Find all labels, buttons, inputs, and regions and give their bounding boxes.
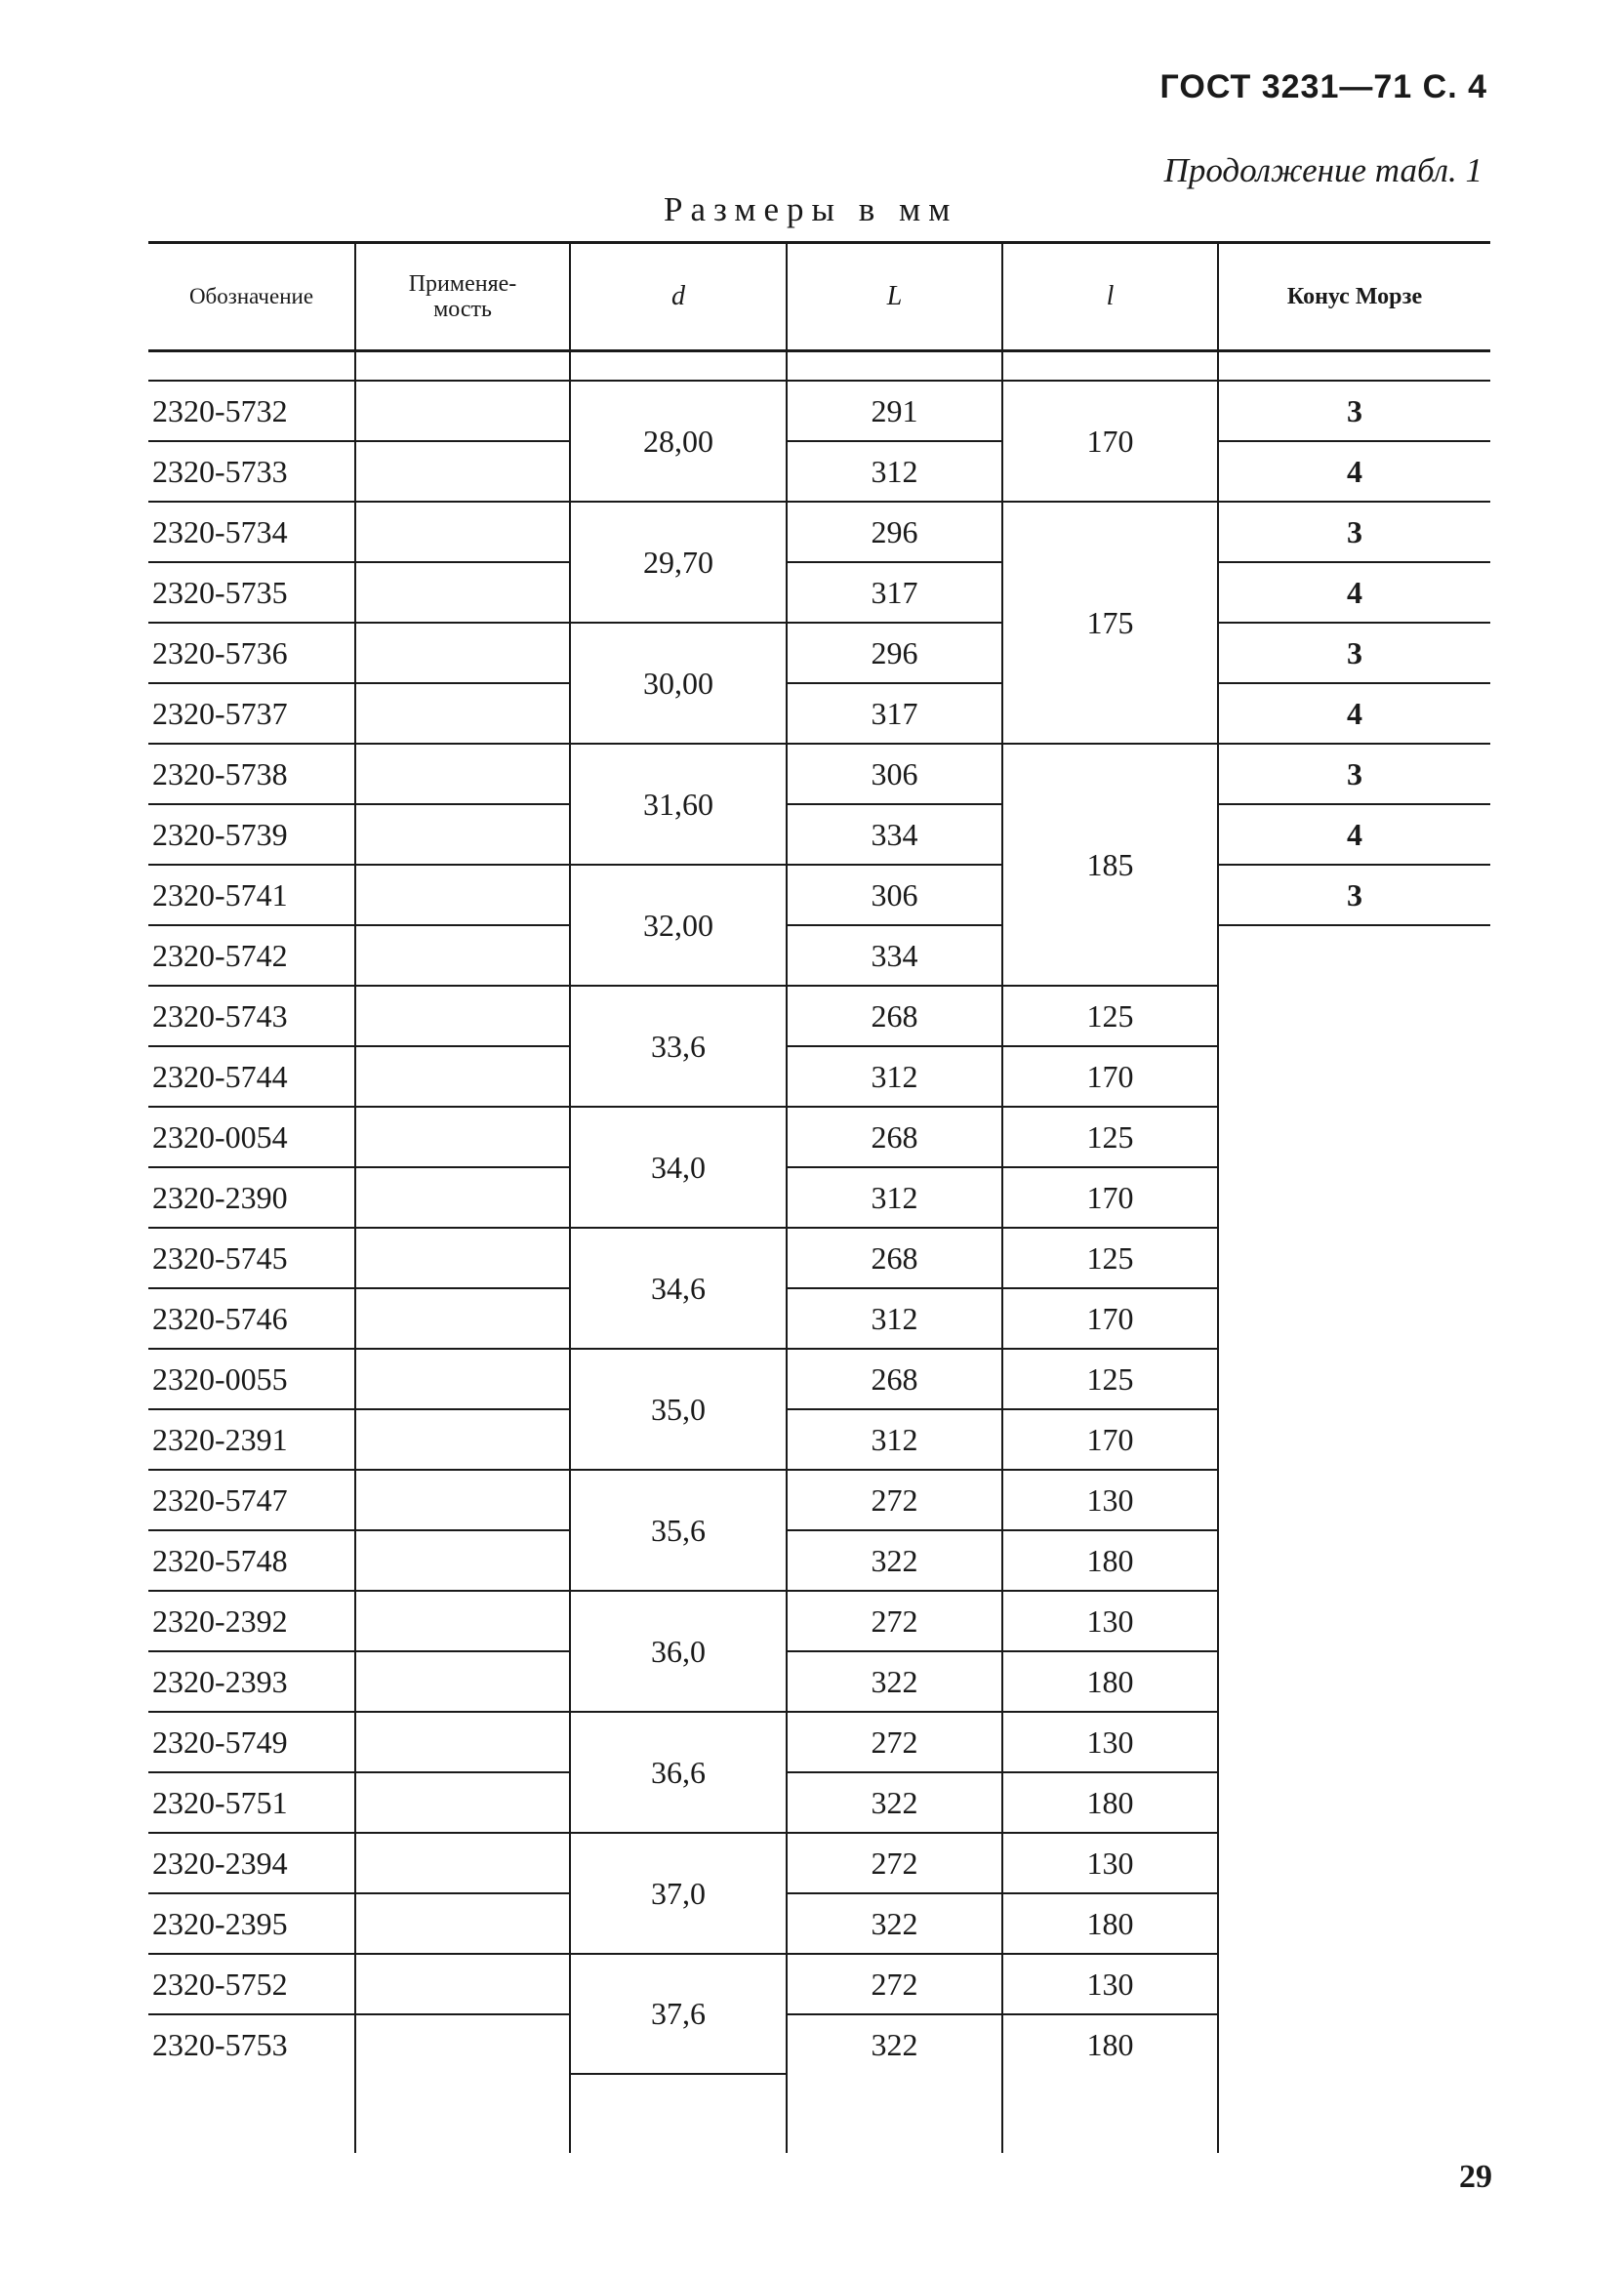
table-row (148, 683, 1490, 744)
cell-designation: 2320-2390 (148, 1167, 355, 1228)
cell-L: 272 (787, 1470, 1002, 1530)
cell-designation: 2320-2391 (148, 1409, 355, 1470)
table-row (148, 1530, 1490, 1591)
cell-l: 130 (1002, 1833, 1218, 1893)
cell-applicability (355, 1288, 570, 1349)
cell-designation: 2320-2395 (148, 1893, 355, 1954)
cell-designation: 2320-5744 (148, 1046, 355, 1107)
table-row (148, 1409, 1490, 1470)
table-row (148, 1833, 1490, 1893)
cell-applicability (355, 744, 570, 804)
cell-L: 268 (787, 1349, 1002, 1409)
cell-designation: 2320-5736 (148, 623, 355, 683)
cell-designation: 2320-5747 (148, 1470, 355, 1530)
cell-applicability (355, 623, 570, 683)
table-row (148, 623, 1490, 683)
table-tail-row (148, 2074, 1490, 2153)
cell-designation: 2320-5733 (148, 441, 355, 502)
cell-applicability (355, 1954, 570, 2014)
cell-l: 170 (1002, 1409, 1218, 1470)
cell-l: 170 (1002, 1046, 1218, 1107)
cell-L: 312 (787, 1167, 1002, 1228)
cell-applicability (355, 1228, 570, 1288)
cell-d: 30,00 (570, 623, 787, 744)
table-row (148, 804, 1490, 865)
cell-d: 37,6 (570, 1954, 787, 2074)
cell-d: 32,00 (570, 865, 787, 986)
cell-morse-taper (1218, 1772, 1490, 1833)
cell-L: 306 (787, 744, 1002, 804)
cell-designation: 2320-5738 (148, 744, 355, 804)
header-designation: Обозначение (148, 243, 355, 351)
cell-L: 268 (787, 986, 1002, 1046)
cell-L: 322 (787, 1530, 1002, 1591)
table-row (148, 1591, 1490, 1651)
cell-l: 170 (1002, 1167, 1218, 1228)
cell-applicability (355, 1046, 570, 1107)
cell-applicability (355, 1833, 570, 1893)
cell-morse-taper (1218, 986, 1490, 1046)
table-row (148, 1349, 1490, 1409)
table-row (148, 1228, 1490, 1288)
cell-morse-taper: 4 (1218, 804, 1490, 865)
cell-applicability (355, 1651, 570, 1712)
cell-applicability (355, 1167, 570, 1228)
cell-applicability (355, 1712, 570, 1772)
table-row (148, 986, 1490, 1046)
cell-applicability (355, 562, 570, 623)
cell-designation: 2320-5734 (148, 502, 355, 562)
cell-applicability (355, 1530, 570, 1591)
cell-l: 180 (1002, 1651, 1218, 1712)
cell-L: 312 (787, 441, 1002, 502)
cell-applicability (355, 925, 570, 986)
table-row (148, 2014, 1490, 2074)
cell-applicability (355, 1349, 570, 1409)
cell-l: 130 (1002, 1954, 1218, 2014)
cell-designation: 2320-5751 (148, 1772, 355, 1833)
cell-designation: 2320-5749 (148, 1712, 355, 1772)
cell-L: 296 (787, 502, 1002, 562)
table-body (148, 351, 1490, 2154)
cell-morse-taper (1218, 1712, 1490, 1772)
cell-applicability (355, 1591, 570, 1651)
table-row (148, 1651, 1490, 1712)
cell-L: 296 (787, 623, 1002, 683)
cell-applicability (355, 683, 570, 744)
cell-L: 272 (787, 1591, 1002, 1651)
cell-designation: 2320-5745 (148, 1228, 355, 1288)
cell-designation: 2320-5732 (148, 381, 355, 441)
cell-morse-taper (1218, 1107, 1490, 1167)
cell-applicability (355, 1470, 570, 1530)
cell-designation: 2320-5743 (148, 986, 355, 1046)
cell-d: 28,00 (570, 381, 787, 502)
cell-L: 268 (787, 1107, 1002, 1167)
cell-morse-taper (1218, 1530, 1490, 1591)
cell-applicability (355, 381, 570, 441)
table-row (148, 1167, 1490, 1228)
cell-morse-taper: 4 (1218, 562, 1490, 623)
table-row (148, 1046, 1490, 1107)
cell-l: 175 (1002, 502, 1218, 744)
table-row (148, 1712, 1490, 1772)
cell-morse-taper: 3 (1218, 502, 1490, 562)
cell-d: 35,6 (570, 1470, 787, 1591)
cell-l: 170 (1002, 381, 1218, 502)
dimensions-table (148, 241, 1490, 2153)
table-row (148, 1893, 1490, 1954)
cell-L: 268 (787, 1228, 1002, 1288)
cell-designation: 2320-0054 (148, 1107, 355, 1167)
cell-applicability (355, 441, 570, 502)
cell-applicability (355, 2014, 570, 2074)
table-continuation-note: Продолжение табл. 1 (1163, 151, 1482, 189)
cell-designation: 2320-5746 (148, 1288, 355, 1349)
cell-L: 312 (787, 1046, 1002, 1107)
cell-L: 272 (787, 1712, 1002, 1772)
cell-designation: 2320-5748 (148, 1530, 355, 1591)
cell-L: 317 (787, 562, 1002, 623)
table-row (148, 1107, 1490, 1167)
cell-L: 322 (787, 1651, 1002, 1712)
cell-applicability (355, 865, 570, 925)
cell-morse-taper: 3 (1218, 744, 1490, 804)
cell-l: 130 (1002, 1470, 1218, 1530)
cell-applicability (355, 1107, 570, 1167)
table-row (148, 1470, 1490, 1530)
cell-applicability (355, 1409, 570, 1470)
cell-L: 306 (787, 865, 1002, 925)
cell-designation: 2320-5753 (152, 2026, 288, 2062)
cell-morse-taper: 3 (1218, 623, 1490, 683)
cell-morse-taper (1218, 1591, 1490, 1651)
table-row (148, 1772, 1490, 1833)
table-row (148, 925, 1490, 986)
table-row (148, 744, 1490, 804)
cell-designation: 2320-5741 (148, 865, 355, 925)
cell-designation: 2320-0055 (148, 1349, 355, 1409)
cell-l: 130 (1002, 1712, 1218, 1772)
cell-designation: 2320-2393 (148, 1651, 355, 1712)
header-d: d (570, 243, 787, 351)
cell-morse-taper (1218, 1893, 1490, 1954)
cell-l: 180 (1002, 1772, 1218, 1833)
cell-morse-taper (1218, 1954, 1490, 2014)
cell-d: 31,60 (570, 744, 787, 865)
cell-l: 180 (1002, 2014, 1218, 2074)
cell-d: 29,70 (570, 502, 787, 623)
table-row (148, 1954, 1490, 2014)
cell-d: 33,6 (570, 986, 787, 1107)
cell-L: 334 (787, 804, 1002, 865)
cell-applicability (355, 1893, 570, 1954)
cell-d: 36,0 (570, 1591, 787, 1712)
cell-L: 322 (787, 1772, 1002, 1833)
cell-l: 130 (1002, 1591, 1218, 1651)
cell-morse-taper: 4 (1218, 441, 1490, 502)
cell-d: 36,6 (570, 1712, 787, 1833)
cell-designation: 2320-5752 (148, 1954, 355, 2014)
cell-d: 34,0 (570, 1107, 787, 1228)
cell-designation: 2320-2392 (148, 1591, 355, 1651)
cell-designation: 2320-5735 (148, 562, 355, 623)
cell-L: 334 (787, 925, 1002, 986)
cell-l: 125 (1002, 1107, 1218, 1167)
cell-morse-taper (1218, 1651, 1490, 1712)
cell-morse-taper (1218, 1409, 1490, 1470)
cell-morse-taper (1218, 1470, 1490, 1530)
cell-morse-taper (1218, 1167, 1490, 1228)
cell-l: 185 (1002, 744, 1218, 986)
cell-l: 170 (1002, 1288, 1218, 1349)
table-row (148, 502, 1490, 562)
cell-morse-taper (1218, 1833, 1490, 1893)
cell-L: 291 (787, 381, 1002, 441)
table-row (148, 441, 1490, 502)
cell-l: 180 (1002, 1530, 1218, 1591)
cell-morse-taper: 4 (1218, 683, 1490, 744)
header-L: L (787, 243, 1002, 351)
table-row (148, 1288, 1490, 1349)
cell-applicability (355, 1772, 570, 1833)
cell-morse-taper (1218, 1228, 1490, 1288)
cell-l: 125 (1002, 1228, 1218, 1288)
table-row (148, 865, 1490, 925)
table-row (148, 381, 1490, 441)
page-number: 29 (1459, 2159, 1492, 2195)
cell-d: 34,6 (570, 1228, 787, 1349)
cell-L: 312 (787, 1409, 1002, 1470)
cell-morse-taper (1218, 1046, 1490, 1107)
cell-d: 37,0 (570, 1833, 787, 1954)
cell-applicability (355, 986, 570, 1046)
cell-l: 180 (1002, 1893, 1218, 1954)
cell-designation: 2320-5739 (148, 804, 355, 865)
table-units-caption: Размеры в мм (664, 190, 958, 228)
header-morse-taper: Конус Морзе (1218, 243, 1490, 351)
table-spacer-row (148, 351, 1490, 382)
cell-applicability (355, 804, 570, 865)
table-row (148, 562, 1490, 623)
cell-L: 312 (787, 1288, 1002, 1349)
cell-d: 35,0 (570, 1349, 787, 1470)
cell-designation: 2320-5737 (148, 683, 355, 744)
cell-morse-taper: 3 (1218, 865, 1490, 925)
cell-designation: 2320-2394 (148, 1833, 355, 1893)
cell-L: 322 (787, 2014, 1002, 2074)
cell-morse-taper (1218, 2014, 1490, 2074)
cell-applicability (355, 502, 570, 562)
cell-l: 125 (1002, 986, 1218, 1046)
cell-L: 272 (787, 1833, 1002, 1893)
cell-L: 322 (787, 1893, 1002, 1954)
header-l: l (1002, 243, 1218, 351)
header-applicability: Применяе- мость (355, 243, 570, 351)
document-header: ГОСТ 3231—71 С. 4 (1159, 68, 1487, 105)
cell-morse-taper: 3 (1218, 381, 1490, 441)
cell-designation: 2320-5742 (148, 925, 355, 986)
cell-morse-taper (1218, 1288, 1490, 1349)
cell-morse-taper (1218, 1349, 1490, 1409)
cell-L: 317 (787, 683, 1002, 744)
cell-morse-taper (1218, 925, 1490, 986)
cell-L: 272 (787, 1954, 1002, 2014)
table-header-row (148, 243, 1490, 351)
cell-l: 125 (1002, 1349, 1218, 1409)
